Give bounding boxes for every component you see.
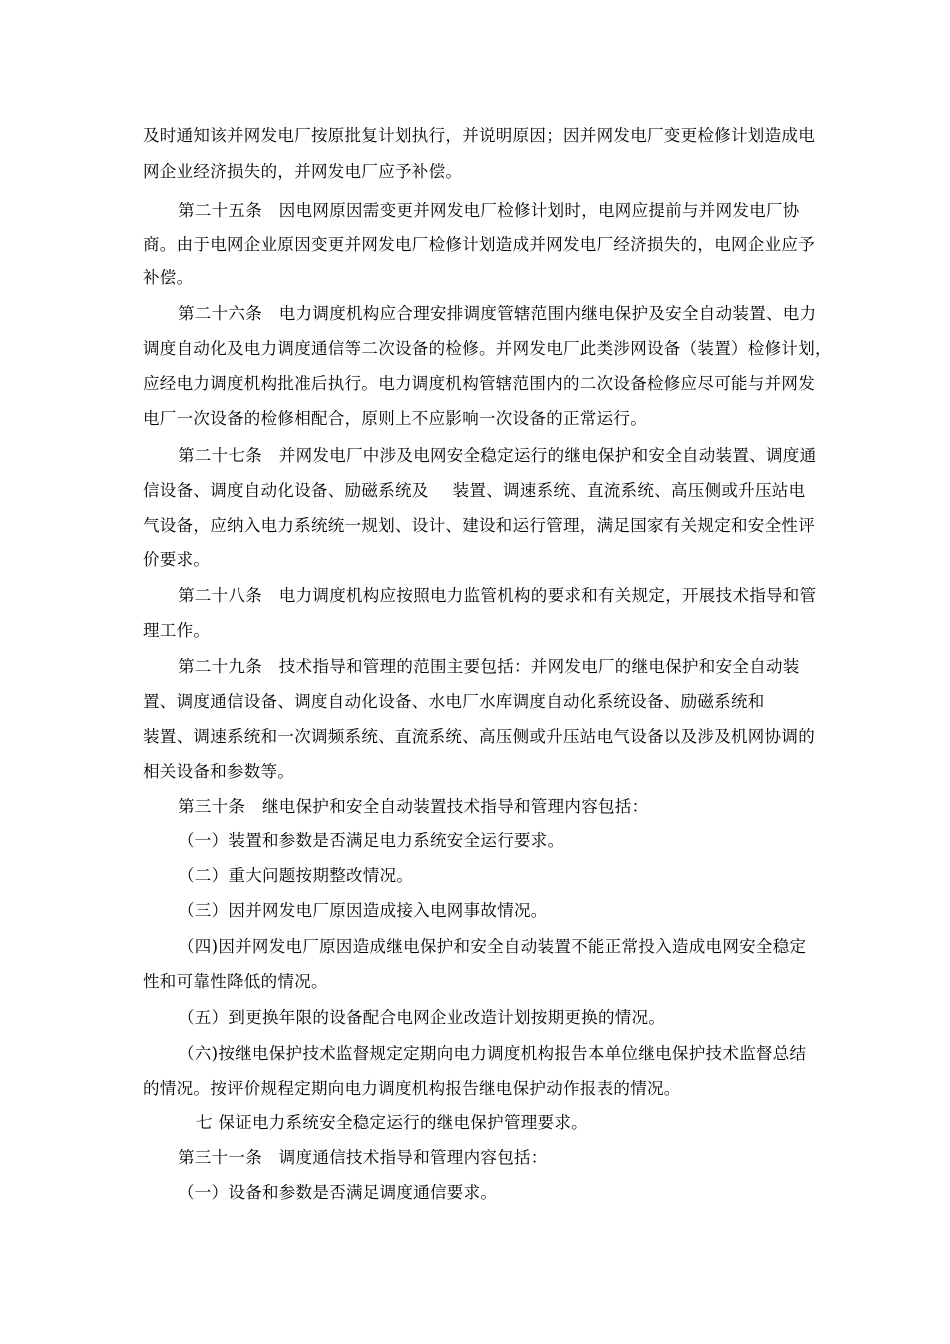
article-25-line: 第二十五条 因电网原因需变更并网发电厂检修计划时，电网应提前与并网发电厂协	[178, 201, 800, 220]
paragraph-line: 价要求。	[143, 550, 211, 569]
list-item-3: （三）因并网发电厂原因造成接入电网事故情况。	[178, 901, 548, 920]
paragraph-line: 装置、调速系统和一次调频系统、直流系统、高压侧或升压站电气设备以及涉及机网协调的	[143, 727, 815, 746]
paragraph-line: 相关设备和参数等。	[143, 762, 295, 781]
line-segment: 信设备、调度自动化设备、励磁系统及	[143, 481, 429, 500]
article-27-line: 第二十七条 并网发电厂中涉及电网安全稳定运行的继电保护和安全自动装置、调度通	[178, 446, 817, 465]
paragraph-line: 理工作。	[143, 621, 211, 640]
paragraph-line: 性和可靠性降低的情况。	[143, 972, 328, 991]
paragraph-line: 商。由于电网企业原因变更并网发电厂检修计划造成并网发电厂经济损失的，电网企业应予	[143, 235, 815, 254]
article-30-line: 第三十条 继电保护和安全自动装置技术指导和管理内容包括：	[178, 797, 649, 816]
list-item-1: （一）设备和参数是否满足调度通信要求。	[178, 1183, 498, 1202]
list-item-7: 七 保证电力系统安全稳定运行的继电保护管理要求。	[196, 1113, 588, 1132]
list-item-5: （五）到更换年限的设备配合电网企业改造计划按期更换的情况。	[178, 1008, 666, 1027]
paragraph-line: 网企业经济损失的，并网发电厂应予补偿。	[143, 162, 463, 181]
line-segment: 装置、调速系统、直流系统、高压侧或升压站电	[452, 481, 806, 500]
list-item-6: （六)按继电保护技术监督规定定期向电力调度机构报告本单位继电保护技术监督总结	[178, 1044, 807, 1063]
list-item-2: （二）重大问题按期整改情况。	[178, 866, 414, 885]
paragraph-line: 气设备，应纳入电力系统统一规划、设计、建设和运行管理，满足国家有关规定和安全性评	[143, 516, 815, 535]
paragraph-line: 的情况。按评价规程定期向电力调度机构报告继电保护动作报表的情况。	[143, 1079, 681, 1098]
paragraph-line: 电厂一次设备的检修相配合，原则上不应影响一次设备的正常运行。	[143, 409, 647, 428]
paragraph-line: 置、调度通信设备、调度自动化设备、水电厂水库调度自动化系统设备、励磁系统和	[143, 692, 765, 711]
list-item-4: （四)因并网发电厂原因造成继电保护和安全自动装置不能正常投入造成电网安全稳定	[178, 937, 807, 956]
article-26-line: 第二十六条 电力调度机构应合理安排调度管辖范围内继电保护及安全自动装置、电力	[178, 304, 817, 323]
list-item-1: （一）装置和参数是否满足电力系统安全运行要求。	[178, 831, 565, 850]
article-31-line: 第三十一条 调度通信技术指导和管理内容包括：	[178, 1148, 548, 1167]
paragraph-line: 应经电力调度机构批准后执行。电力调度机构管辖范围内的二次设备检修应尽可能与并网发	[143, 374, 815, 393]
paragraph-line: 补偿。	[143, 268, 194, 287]
article-28-line: 第二十八条 电力调度机构应按照电力监管机构的要求和有关规定，开展技术指导和管	[178, 586, 817, 605]
paragraph-line	[143, 481, 805, 501]
article-29-line: 第二十九条 技术指导和管理的范围主要包括：并网发电厂的继电保护和安全自动装	[178, 657, 800, 676]
paragraph-line: 及时通知该并网发电厂按原批复计划执行，并说明原因；因并网发电厂变更检修计划造成电	[143, 126, 815, 145]
paragraph-line: 调度自动化及电力调度通信等二次设备的检修。并网发电厂此类涉网设备（装置）检修计划，	[143, 339, 832, 358]
